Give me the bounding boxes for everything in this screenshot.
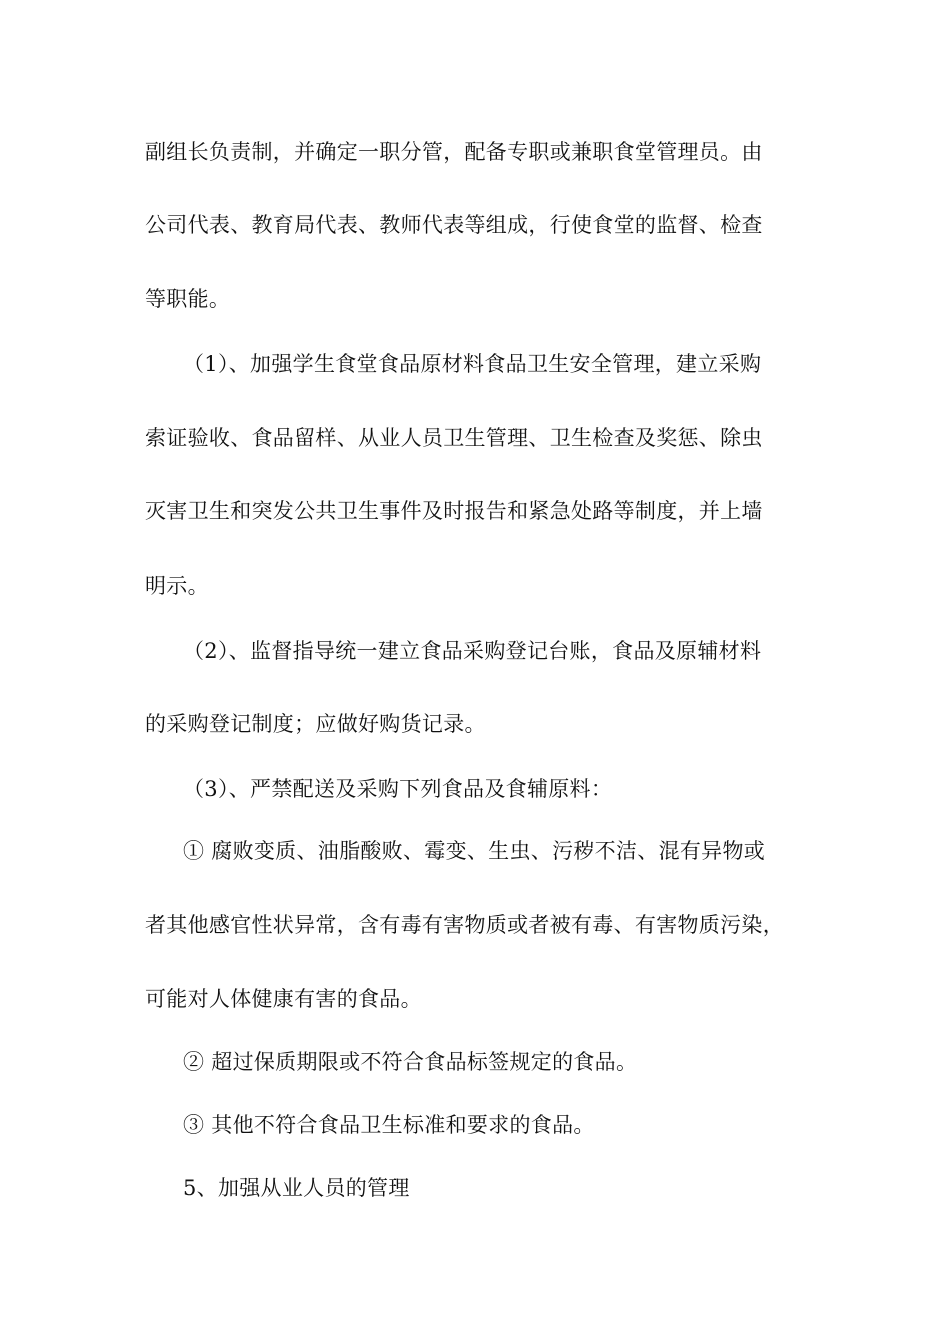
body-text-line: 等职能。	[145, 287, 231, 311]
body-text-line: 者其他感官性状异常，含有毒有害物质或者被有毒、有害物质污染，	[145, 913, 784, 937]
paragraph-3-heading: （3）、严禁配送及采购下列食品及食辅原料：	[183, 777, 613, 801]
body-text-line: 明示。	[145, 574, 209, 598]
list-item-2: ② 超过保质期限或不符合食品标签规定的食品。	[183, 1050, 638, 1074]
body-text-line: 副组长负责制，并确定一职分管，配备专职或兼职食堂管理员。由	[145, 140, 763, 164]
paragraph-2-heading: （2）、监督指导统一建立食品采购登记台账，食品及原辅材料	[183, 639, 762, 663]
section-5-heading: 5、加强从业人员的管理	[183, 1176, 410, 1200]
body-text-line: 索证验收、食品留样、从业人员卫生管理、卫生检查及奖惩、除虫	[145, 426, 763, 450]
list-item-3: ③ 其他不符合食品卫生标准和要求的食品。	[183, 1113, 595, 1137]
body-text-line: 的采购登记制度；应做好购货记录。	[145, 712, 486, 736]
list-item-1: ① 腐败变质、油脂酸败、霉变、生虫、污秽不洁、混有异物或	[183, 839, 766, 863]
paragraph-1-heading: （1）、加强学生食堂食品原材料食品卫生安全管理，建立采购	[183, 352, 762, 376]
body-text-line: 灭害卫生和突发公共卫生事件及时报告和紧急处路等制度，并上墙	[145, 499, 763, 523]
body-text-line: 公司代表、教育局代表、教师代表等组成，行使食堂的监督、检查	[145, 213, 763, 237]
body-text-line: 可能对人体健康有害的食品。	[145, 987, 422, 1011]
